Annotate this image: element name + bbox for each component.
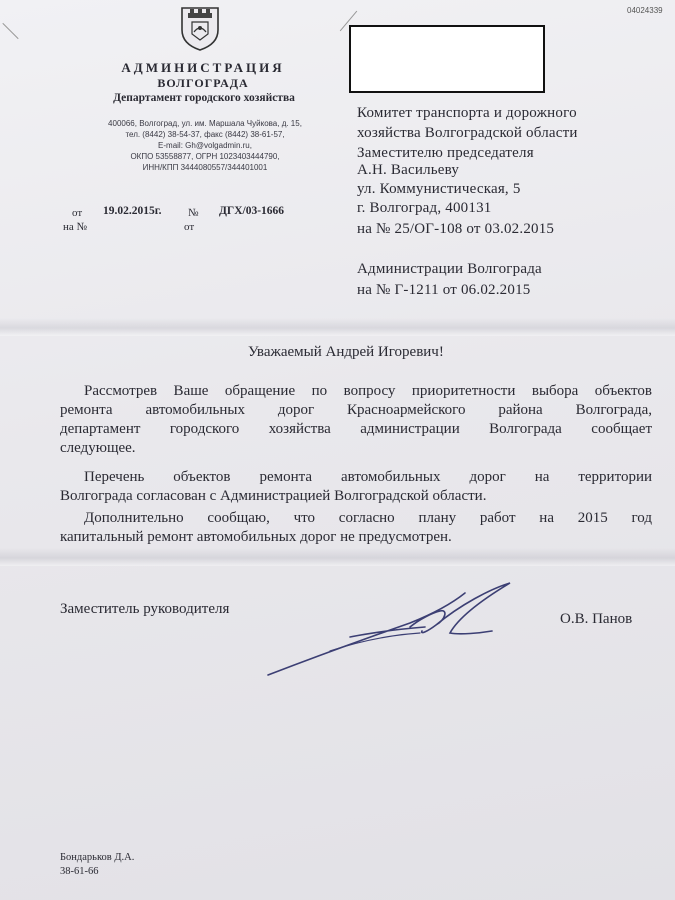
- paragraph-line: Перечень объектов ремонта автомобильных дорог на территории: [84, 469, 652, 485]
- paragraph-line: следующее.: [60, 440, 136, 456]
- addressee-line: Комитет транспорта и дорожного: [357, 105, 577, 121]
- corner-mark: [2, 23, 18, 39]
- org-name: АДМИНИСТРАЦИЯ: [121, 60, 285, 75]
- date-label: от: [72, 207, 83, 219]
- paragraph-line: капитальный ремонт автомобильных дорог не предусмотрен.: [60, 529, 452, 545]
- to-label: на №: [63, 221, 88, 233]
- salutation: Уважаемый Андрей Игоревич!: [248, 344, 444, 360]
- addressee-line: хозяйства Волгоградской области: [357, 125, 578, 141]
- paragraph-line: Волгограда согласован с Администрацией Волгоградской области.: [60, 488, 487, 504]
- address-line: тел. (8442) 38-54-37, факс (8442) 38-61-57,: [125, 130, 285, 139]
- addressee-line: ул. Коммунистическая, 5: [357, 181, 521, 197]
- from-label: от: [184, 221, 195, 233]
- executor-phone: 38-61-66: [60, 866, 99, 877]
- addressee-line: г. Волгоград, 400131: [357, 200, 492, 216]
- signer-name: О.В. Панов: [560, 611, 633, 627]
- address-line: ОКПО 53558877, ОГРН 1023403444790,: [130, 152, 280, 161]
- paragraph-line: Дополнительно сообщаю, что согласно плану работ на 2015 год: [84, 510, 652, 526]
- addressee-copy-line: на № Г-1211 от 06.02.2015: [357, 282, 531, 298]
- addressee-line: Заместителю председателя: [357, 145, 534, 161]
- coat-of-arms-icon: [174, 4, 226, 52]
- address-line: E-mail: Gh@volgadmin.ru,: [158, 141, 252, 150]
- addressee-copy-line: Администрации Волгограда: [357, 261, 542, 277]
- date-value: 19.02.2015г.: [103, 205, 162, 217]
- number-value: ДГХ/03-1666: [219, 205, 285, 217]
- serial-number: 04024339: [627, 6, 663, 15]
- addressee-line: А.Н. Васильеву: [357, 162, 460, 178]
- paragraph-line: Рассмотрев Ваше обращение по вопросу приоритетности выбора объектов: [84, 383, 652, 399]
- paragraph-line: ремонта автомобильных дорог Красноармейского района Волгограда,: [60, 402, 652, 418]
- number-label: №: [188, 207, 199, 219]
- address-line: 400066, Волгоград, ул. им. Маршала Чуйкова, д. 15,: [108, 119, 302, 128]
- org-city: ВОЛГОГРАДА: [157, 76, 249, 90]
- redaction-box: [349, 25, 545, 93]
- addressee-line: на № 25/ОГ-108 от 03.02.2015: [357, 221, 555, 237]
- paragraph-3: [60, 509, 652, 547]
- paragraph-2: [60, 468, 652, 506]
- paragraph-1: [60, 382, 652, 458]
- department-name: Департамент городского хозяйства: [113, 92, 295, 104]
- paper-fold: [0, 548, 675, 566]
- paper-fold: [0, 318, 675, 336]
- paragraph-line: департамент городского хозяйства администрации Волгограда сообщает: [60, 421, 652, 437]
- address-line: ИНН/КПП 3444080557/344401001: [142, 163, 268, 172]
- signer-position: Заместитель руководителя: [60, 601, 230, 617]
- executor-name: Бондарьков Д.А.: [60, 852, 135, 863]
- handwritten-signature: [260, 575, 520, 685]
